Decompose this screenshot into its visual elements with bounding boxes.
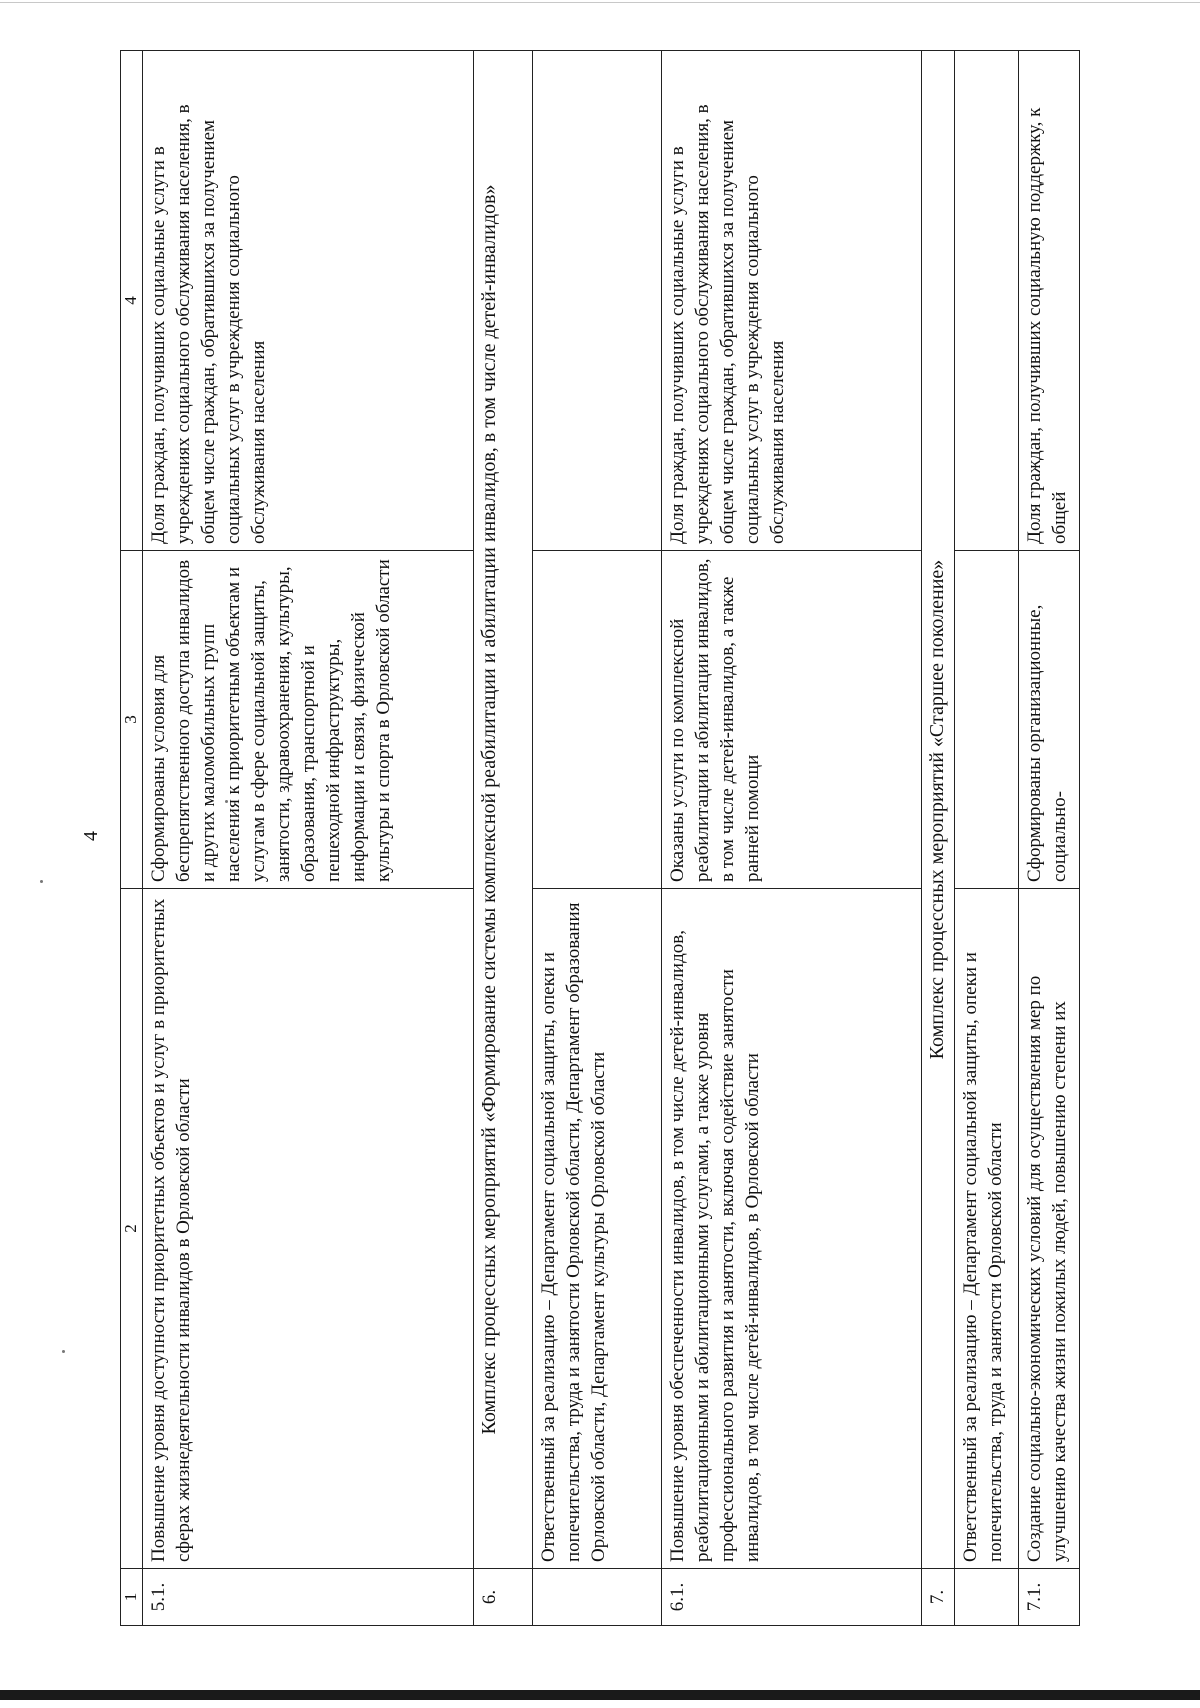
page-number: 4 xyxy=(80,831,102,841)
row-number: 6.1. xyxy=(662,1569,921,1626)
effect-cell: Сформированы условия для беспрепятственного доступа инвалидов и других маломобильных групп населения к приоритетным объектам и услугам в сфере социальной защиты, занятости, здравоохранения, культуры, образования, транспортной и пешеходной инфраструктуры, информации и связи, физической культуры и спорта в Орловской области xyxy=(142,551,474,889)
responsible-row xyxy=(954,51,1018,1626)
empty-cell xyxy=(533,551,662,889)
table-row xyxy=(662,51,921,1626)
row-number: 6. xyxy=(474,1569,533,1626)
task-cell: Повышение уровня обеспеченности инвалидов, в том числе детей-инвалидов, реабилитационными и абилитационными услугами, а также уровня профессионального развития и занятости, включая содействие занятости инвалидов, в том числе детей-инвалидов, в Орловской области xyxy=(662,889,921,1569)
table-row xyxy=(1018,51,1079,1626)
column-header: 1 xyxy=(121,1569,143,1626)
effect-cell: Оказаны услуги по комплексной реабилитации и абилитации инвалидов, в том числе детей-инвалидов, а также ранней помощи xyxy=(662,551,921,889)
column-header: 3 xyxy=(121,551,143,889)
scan-top-edge xyxy=(0,2,1200,3)
empty-cell xyxy=(533,51,662,551)
section-title: Комплекс процессных мероприятий «Старшее поколение» xyxy=(921,51,954,1569)
scan-speck xyxy=(40,880,43,883)
table-header-row xyxy=(121,51,143,1626)
scan-bottom-edge xyxy=(0,1690,1200,1700)
task-cell: Повышение уровня доступности приоритетных объектов и услуг в приоритетных сферах жизнедеятельности инвалидов в Орловской области xyxy=(142,889,474,1569)
rotated-page xyxy=(80,51,1090,1641)
row-number: 7.1. xyxy=(1018,1569,1079,1626)
indicator-cell: Доля граждан, получивших социальные услуги в учреждениях социального обслуживания населения, в общем числе граждан, обратившихся за получением социальных услуг в учреждения социального обслуживания населения xyxy=(142,51,474,551)
indicator-cell: Доля граждан, получивших социальную поддержку, к общей xyxy=(1018,51,1079,551)
empty-cell xyxy=(954,51,1018,551)
section-title: Комплекс процессных мероприятий «Формирование системы комплексной реабилитации и абилитации инвалидов, в том числе детей-инвалидов» xyxy=(474,51,533,1569)
row-number: 5.1. xyxy=(142,1569,474,1626)
responsible-cell: Ответственный за реализацию – Департамент социальной защиты, опеки и попечительства, труда и занятости Орловской области, Департамент образования Орловской области, Департамент культуры Орловской области xyxy=(533,889,662,1569)
row-number: 7. xyxy=(921,1569,954,1626)
responsible-cell: Ответственный за реализацию – Департамент социальной защиты, опеки и попечительства, труда и занятости Орловской области xyxy=(954,889,1018,1569)
indicator-cell: Доля граждан, получивших социальные услуги в учреждениях социального обслуживания населения, в общем числе граждан, обратившихся за получением социальных услуг в учреждения социального обслуживания населения xyxy=(662,51,921,551)
table-row xyxy=(142,51,474,1626)
section-row xyxy=(474,51,533,1626)
scan-speck xyxy=(62,1350,65,1353)
column-header: 2 xyxy=(121,889,143,1569)
column-header: 4 xyxy=(121,51,143,551)
empty-cell xyxy=(533,1569,662,1626)
task-cell: Создание социально-экономических условий для осуществления мер по улучшению качества жизни пожилых людей, повышению степени их xyxy=(1018,889,1079,1569)
section-row xyxy=(921,51,954,1626)
responsible-row xyxy=(533,51,662,1626)
program-table xyxy=(120,50,1080,1626)
empty-cell xyxy=(954,1569,1018,1626)
effect-cell: Сформированы организационные, социально- xyxy=(1018,551,1079,889)
empty-cell xyxy=(954,551,1018,889)
